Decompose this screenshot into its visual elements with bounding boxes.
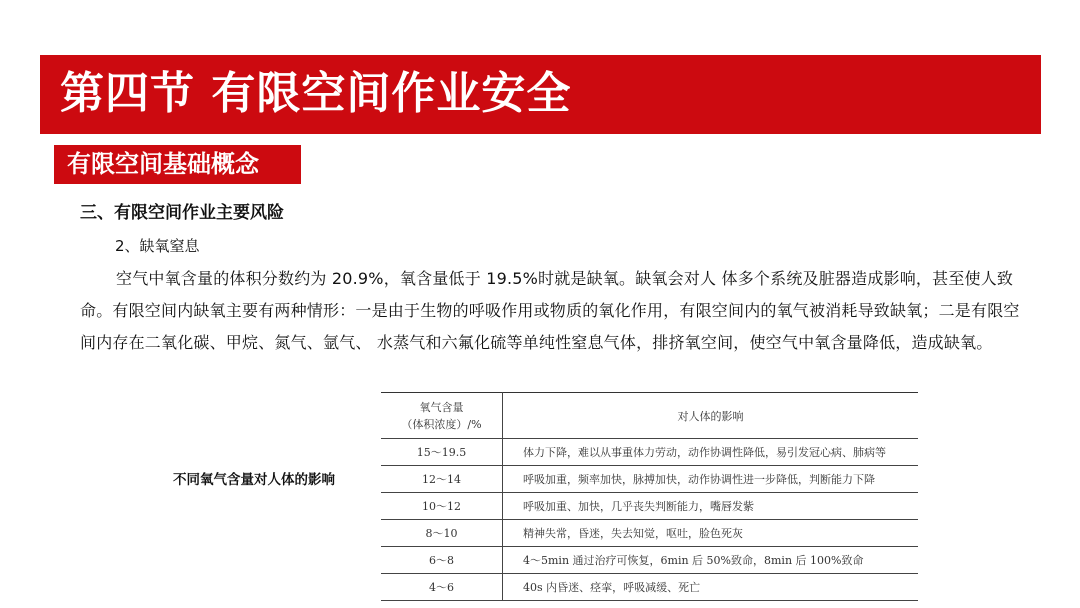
table-row: [381, 574, 918, 601]
table-row: [381, 466, 918, 493]
header-oxygen-content: [381, 393, 503, 439]
table-header-row: [381, 393, 918, 439]
table-row: [381, 520, 918, 547]
effect-cell: 呼吸加重、加快，几乎丧失判断能力，嘴唇发紫: [503, 493, 919, 520]
section-heading: 三、有限空间作业主要风险: [80, 203, 284, 223]
effect-cell: 精神失常，昏迷，失去知觉，呕吐，脸色死灰: [503, 520, 919, 547]
subsection-item: 2、缺氧窒息: [115, 237, 200, 255]
section-label: 有限空间基础概念: [67, 150, 259, 178]
oxygen-range-cell: 4～6: [381, 574, 503, 601]
table-row: [381, 547, 918, 574]
oxygen-range-cell: 15～19.5: [381, 439, 503, 466]
body-paragraph: 空气中氧含量的体积分数约为 20.9%，氧含量低于 19.5%时就是缺氧。缺氧会对人 体多个系统及脏器造成影响，甚至使人致命。有限空间内缺氧主要有两种情形：一是由于生物的呼吸作用或物质的氧化作用，有限空间内的氧气被消耗导致缺氧；二是有限空间内存在二氧化碳、甲烷、氮气、氩气、 水蒸气和六氟化硫等单纯性窒息气体，排挤氧空间，使空气中氧含量降低，造成缺氧。: [80, 269, 1020, 352]
header-oxygen-content-line2: （体积浓度）/%: [401, 417, 482, 431]
title-banner: [40, 55, 1041, 134]
effect-cell: 呼吸加重，频率加快，脉搏加快，动作协调性进一步降低，判断能力下降: [503, 466, 919, 493]
table-row: [381, 439, 918, 466]
header-effect: 对人体的影响: [503, 393, 919, 439]
oxygen-range-cell: 6～8: [381, 547, 503, 574]
section-label-box: [54, 145, 301, 184]
table-row: [381, 493, 918, 520]
oxygen-range-cell: 12～14: [381, 466, 503, 493]
effect-cell: 4～5min 通过治疗可恢复，6min 后 50%致命，8min 后 100%致命: [503, 547, 919, 574]
page-title: 第四节 有限空间作业安全: [60, 68, 572, 119]
effect-cell: 体力下降，难以从事重体力劳动，动作协调性降低，易引发冠心病、肺病等: [503, 439, 919, 466]
header-oxygen-content-line1: 氧气含量: [419, 400, 464, 414]
effect-cell: 40s 内昏迷、痉挛，呼吸减缓、死亡: [503, 574, 919, 601]
oxygen-range-cell: 8～10: [381, 520, 503, 547]
table-caption: 不同氧气含量对人体的影响: [173, 472, 335, 488]
oxygen-range-cell: 10～12: [381, 493, 503, 520]
oxygen-effects-table: [381, 392, 918, 601]
